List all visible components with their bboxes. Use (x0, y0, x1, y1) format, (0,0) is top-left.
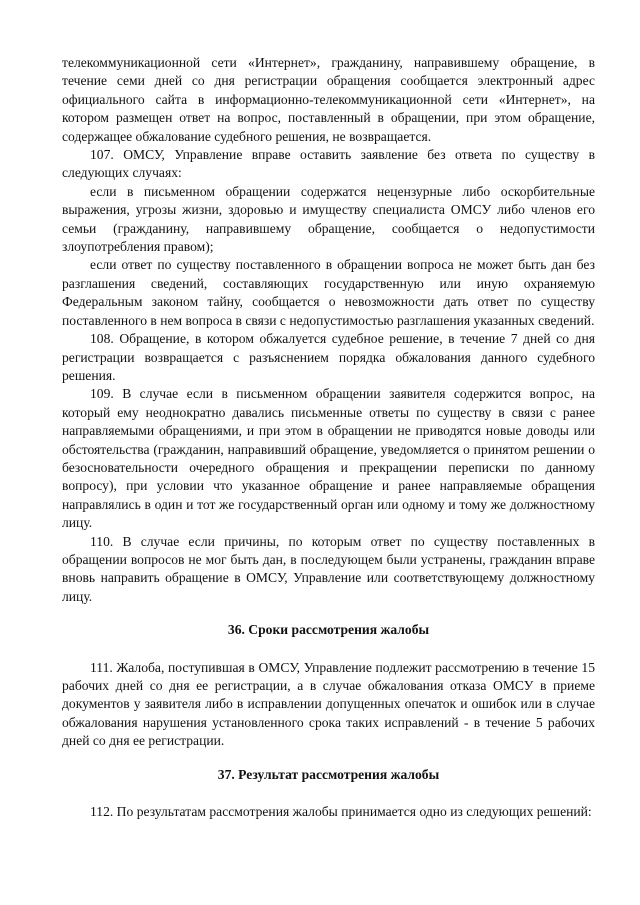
spacer (62, 606, 595, 621)
paragraph-112: 112. По результатам рассмотрения жалобы принимается одно из следующих решений: (90, 804, 592, 820)
spacer (62, 640, 595, 659)
paragraph-110: 110. В случае если причины, по которым ответ по существу поставленных в обращении вопросов не мог быть дан, в последующем были устранены, гражданин вправе вновь направить обращение в ОМСУ, Управление или соответствующему должностному лицу. (62, 533, 595, 604)
section-heading-37: 37. Результат рассмотрения жалобы (217, 766, 440, 782)
paragraph-108: 108. Обращение, в котором обжалуется судебное решение, в течение 7 дней со дня регистрации возвращается с разъяснением порядка обжалования данного судебного решения. (62, 331, 595, 383)
paragraph-109: 109. В случае если в письменном обращении заявителя содержится вопрос, на который ему неоднократно давались письменные ответы по существу в связи с ранее направляемыми обращениями, и при этом в обращении не приводятся новые доводы или обстоятельства (гражданин, направивший обращение, уведомляется о принятом решении о безосновательности очередного обращения и прекращении переписки по данному вопросу), при условии что указанное обращение и ранее направляемые обращения направлялись в один и тот же государственный орган или одному и тому же должностному лицу. (62, 386, 595, 531)
spacer (62, 784, 595, 803)
paragraph-continuation: телекоммуникационной сети «Интернет», гражданину, направившему обращение, в течение семи дней со дня регистрации обращения сообщается электронный адрес официального сайта в информационно-телекоммуникационной сети «Интернет», на котором размещен ответ на вопрос, поставленный в обращении, при этом обращение, содержащее обжалование судебного решения, не возвращается. (62, 55, 595, 144)
paragraph-111: 111. Жалоба, поступившая в ОМСУ, Управление подлежит рассмотрению в течение 15 рабочих дней со дня ее регистрации, а в случае обжалования отказа ОМСУ в приеме документов у заявителя либо в исправлении допущенных опечаток и ошибок или в случае обжалования нарушения установленного срока таких исправлений - в течение 5 рабочих дней со дня ее регистрации. (62, 659, 595, 749)
paragraph-107: 107. ОМСУ, Управление вправе оставить заявление без ответа по существу в следующих случаях: (62, 147, 595, 181)
paragraph-107-item-2: если ответ по существу поставленного в обращении вопроса не может быть дан без разглашения сведений, составляющих государственную или иную охраняемую Федеральным законом тайну, сообщается о невозможности дать ответ по существу поставленного в нем вопроса в связи с недопустимостью разглашения указанных сведений. (62, 257, 595, 328)
section-heading-36: 36. Сроки рассмотрения жалобы (227, 622, 430, 638)
paragraph-107-item-1: если в письменном обращении содержатся нецензурные либо оскорбительные выражения, угрозы жизни, здоровью и имуществу специалиста ОМСУ либо членов его семьи (гражданину, направившему обращение, сообщается о недопустимости злоупотребления правом); (62, 183, 595, 255)
spacer (62, 751, 595, 766)
document-page (62, 54, 595, 821)
